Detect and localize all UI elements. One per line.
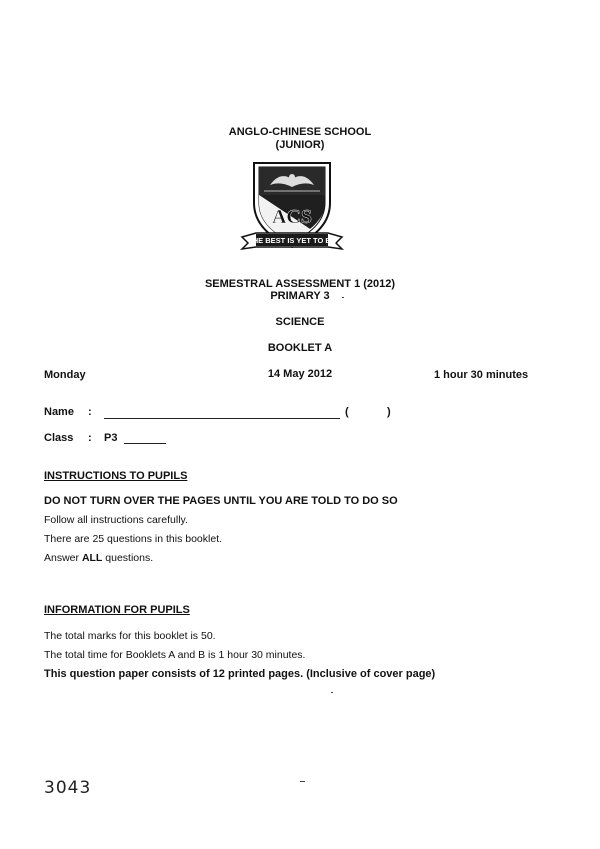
information-line-1: The total marks for this booklet is 50. [44, 630, 216, 642]
instructions-warning: DO NOT TURN OVER THE PAGES UNTIL YOU ARE TOLD TO DO SO [44, 495, 398, 507]
register-number-field[interactable] [353, 404, 383, 420]
name-colon: : [88, 406, 92, 418]
scan-speck [342, 297, 344, 298]
scan-speck [331, 692, 333, 693]
handwritten-number: 3043 [44, 778, 92, 798]
instructions-heading: INSTRUCTIONS TO PUPILS [44, 470, 188, 482]
instruction-line-3 [44, 552, 153, 565]
crest-shield-icon [240, 157, 344, 257]
exam-booklet: BOOKLET A [267, 342, 333, 354]
register-bracket-close: ) [387, 406, 391, 418]
exam-title: SEMESTRAL ASSESSMENT 1 (2012) [204, 278, 396, 290]
instruction-line-3-suffix: questions. [102, 552, 154, 564]
class-label: Class [44, 432, 74, 444]
information-line-3: This question paper consists of 12 printed pages. (Inclusive of cover page) [44, 668, 436, 680]
class-input-line[interactable] [124, 443, 166, 444]
information-heading: INFORMATION FOR PUPILS [44, 604, 190, 616]
exam-duration: 1 hour 30 minutes [434, 369, 529, 381]
scan-speck [300, 781, 305, 782]
instruction-line-3-emphasis: ALL [81, 552, 103, 564]
school-section: (JUNIOR) [275, 139, 325, 151]
exam-day: Monday [44, 369, 86, 381]
name-input-line[interactable] [104, 418, 340, 419]
school-name: ANGLO-CHINESE SCHOOL [228, 126, 372, 138]
exam-date: 14 May 2012 [267, 368, 333, 380]
crest-motto: THE BEST IS YET TO BE [248, 236, 336, 245]
instruction-line-2: There are 25 questions in this booklet. [44, 533, 223, 545]
class-colon: : [88, 432, 92, 444]
crest-initials: ACS [271, 206, 313, 228]
instruction-line-1: Follow all instructions carefully. [44, 514, 188, 526]
class-value: P3 [104, 432, 118, 444]
register-bracket-open: ( [345, 406, 349, 418]
instruction-line-3-prefix: Answer [44, 552, 82, 564]
exam-subject: SCIENCE [275, 316, 325, 328]
information-line-2: The total time for Booklets A and B is 1 hour 30 minutes. [44, 649, 306, 661]
exam-level: PRIMARY 3 [270, 290, 330, 302]
school-crest [240, 157, 344, 257]
name-label: Name [44, 406, 74, 418]
